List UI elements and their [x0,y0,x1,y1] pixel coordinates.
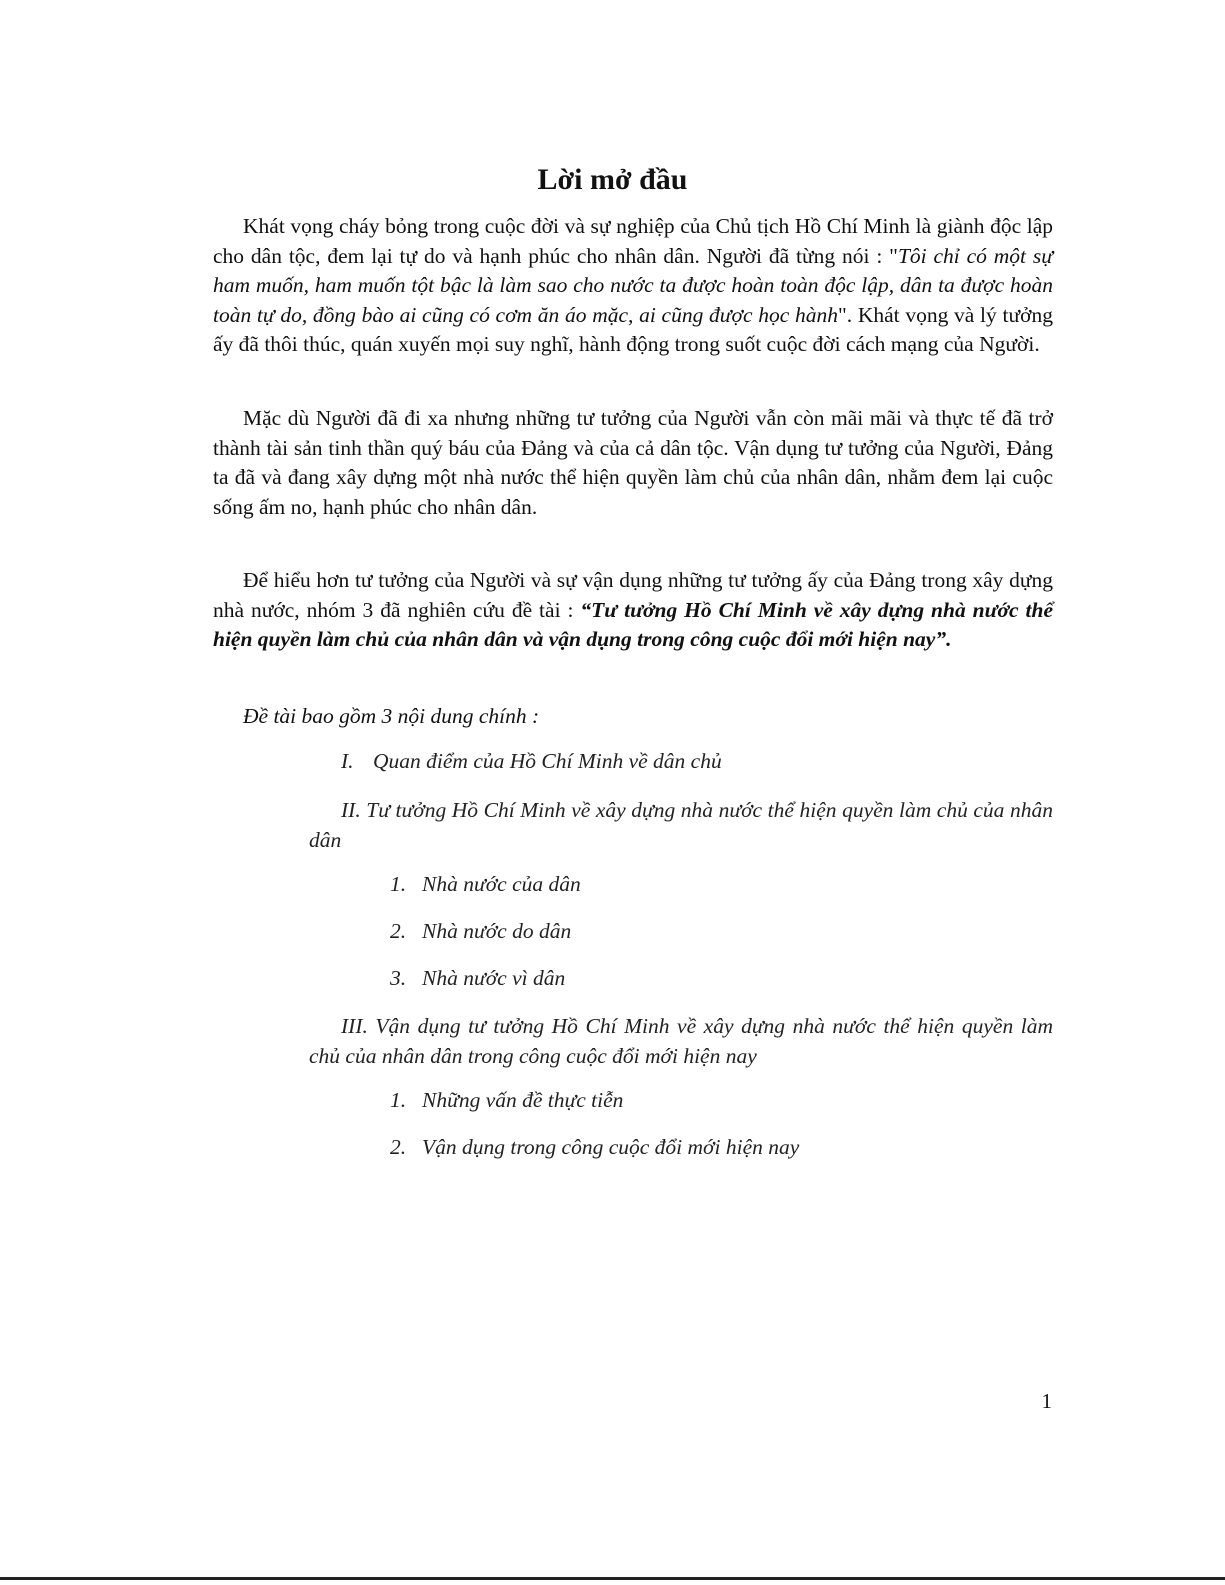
paragraph-3 [213,566,1053,655]
outline-item-number: 2. [390,1135,407,1159]
outline-section-1-text: Quan điểm của Hồ Chí Minh về dân chủ [373,749,722,773]
outline-item-number: 1. [390,872,407,896]
outline-item-text: Nhà nước vì dân [422,966,566,990]
outline-item-number: 3. [390,966,407,990]
outline-section-3-item-2 [390,1133,990,1163]
outline-intro: Đề tài bao gồm 3 nội dung chính : [243,704,540,728]
outline-section-3-number: III. [341,1014,368,1038]
bottom-border-line [0,1577,1225,1580]
outline-item-text: Những vấn đề thực tiễn [422,1088,624,1112]
outline-section-1-number: I. [341,749,354,773]
outline-item-text: Nhà nước của dân [422,872,581,896]
outline-item-text: Nhà nước do dân [422,919,572,943]
outline-item-number: 2. [390,919,407,943]
outline-section-2-item-2 [390,917,990,947]
paragraph-3-intro: Để hiểu hơn tư tưởng của Người và sự vận dụng những tư tưởng ấy của Đảng trong xây dựng nhà nước, nhóm 3 đã nghiên cứu đề tài : [213,568,1053,622]
outline-section-2-number: II. [341,798,361,822]
research-topic: “Tư tưởng Hồ Chí Minh về xây dựng nhà nước thể hiện quyền làm chủ của nhân dân và vận dụng trong công cuộc đổi mới hiện nay”. [213,597,1054,651]
paragraph-1-intro: Khát vọng cháy bỏng trong cuộc đời và sự nghiệp của Chủ tịch Hồ Chí Minh là giành độc lập cho dân tộc, đem lại tự do và hạnh phúc cho nhân dân. Người đã từng nói : " [213,214,1053,268]
paragraph-2: Mặc dù Người đã đi xa nhưng những tư tưởng của Người vẫn còn mãi mãi và thực tế đã trở thành tài sản tinh thần quý báu của Đảng và của cả dân tộc. Vận dụng tư tưởng của Người, Đảng ta đã và đang xây dựng một nhà nước thể hiện quyền làm chủ của nhân dân, nhằm đem lại cuộc sống ấm no, hạnh phúc cho nhân dân. [213,406,1053,519]
paragraph-1-outro: ". Khát vọng và lý tưởng ấy đã thôi thúc, quán xuyến mọi suy nghĩ, hành động trong suốt cuộc đời cách mạng của Người. [213,302,1053,356]
outline-item-text: Vận dụng trong công cuộc đổi mới hiện nay [422,1135,800,1159]
outline-section-3 [309,1012,1053,1071]
outline-section-1 [341,747,1053,777]
paragraph-1 [213,212,1053,360]
page-number: 1 [1041,1389,1052,1413]
paragraph-1-quote: Tôi chỉ có một sự ham muốn, ham muốn tột bậc là làm sao cho nước ta được hoàn toàn độc lập, dân ta được hoàn toàn tự do, đồng bào ai cũng có cơm ăn áo mặc, ai cũng được học hành [213,243,1053,327]
outline-section-3-item-1 [390,1086,990,1116]
outline-section-2-item-3 [390,964,990,994]
outline-section-2-item-1 [390,870,990,900]
outline-section-2-text: Tư tưởng Hồ Chí Minh về xây dựng nhà nước thể hiện quyền làm chủ của nhân dân [309,798,1054,852]
outline-section-3-text: Vận dụng tư tưởng Hồ Chí Minh về xây dựng nhà nước thể hiện quyền làm chủ của nhân dân trong công cuộc đổi mới hiện nay [309,1014,1053,1068]
outline-section-2 [309,796,1053,855]
outline-item-number: 1. [390,1088,407,1112]
page-title: Lời mở đầu [537,163,688,196]
